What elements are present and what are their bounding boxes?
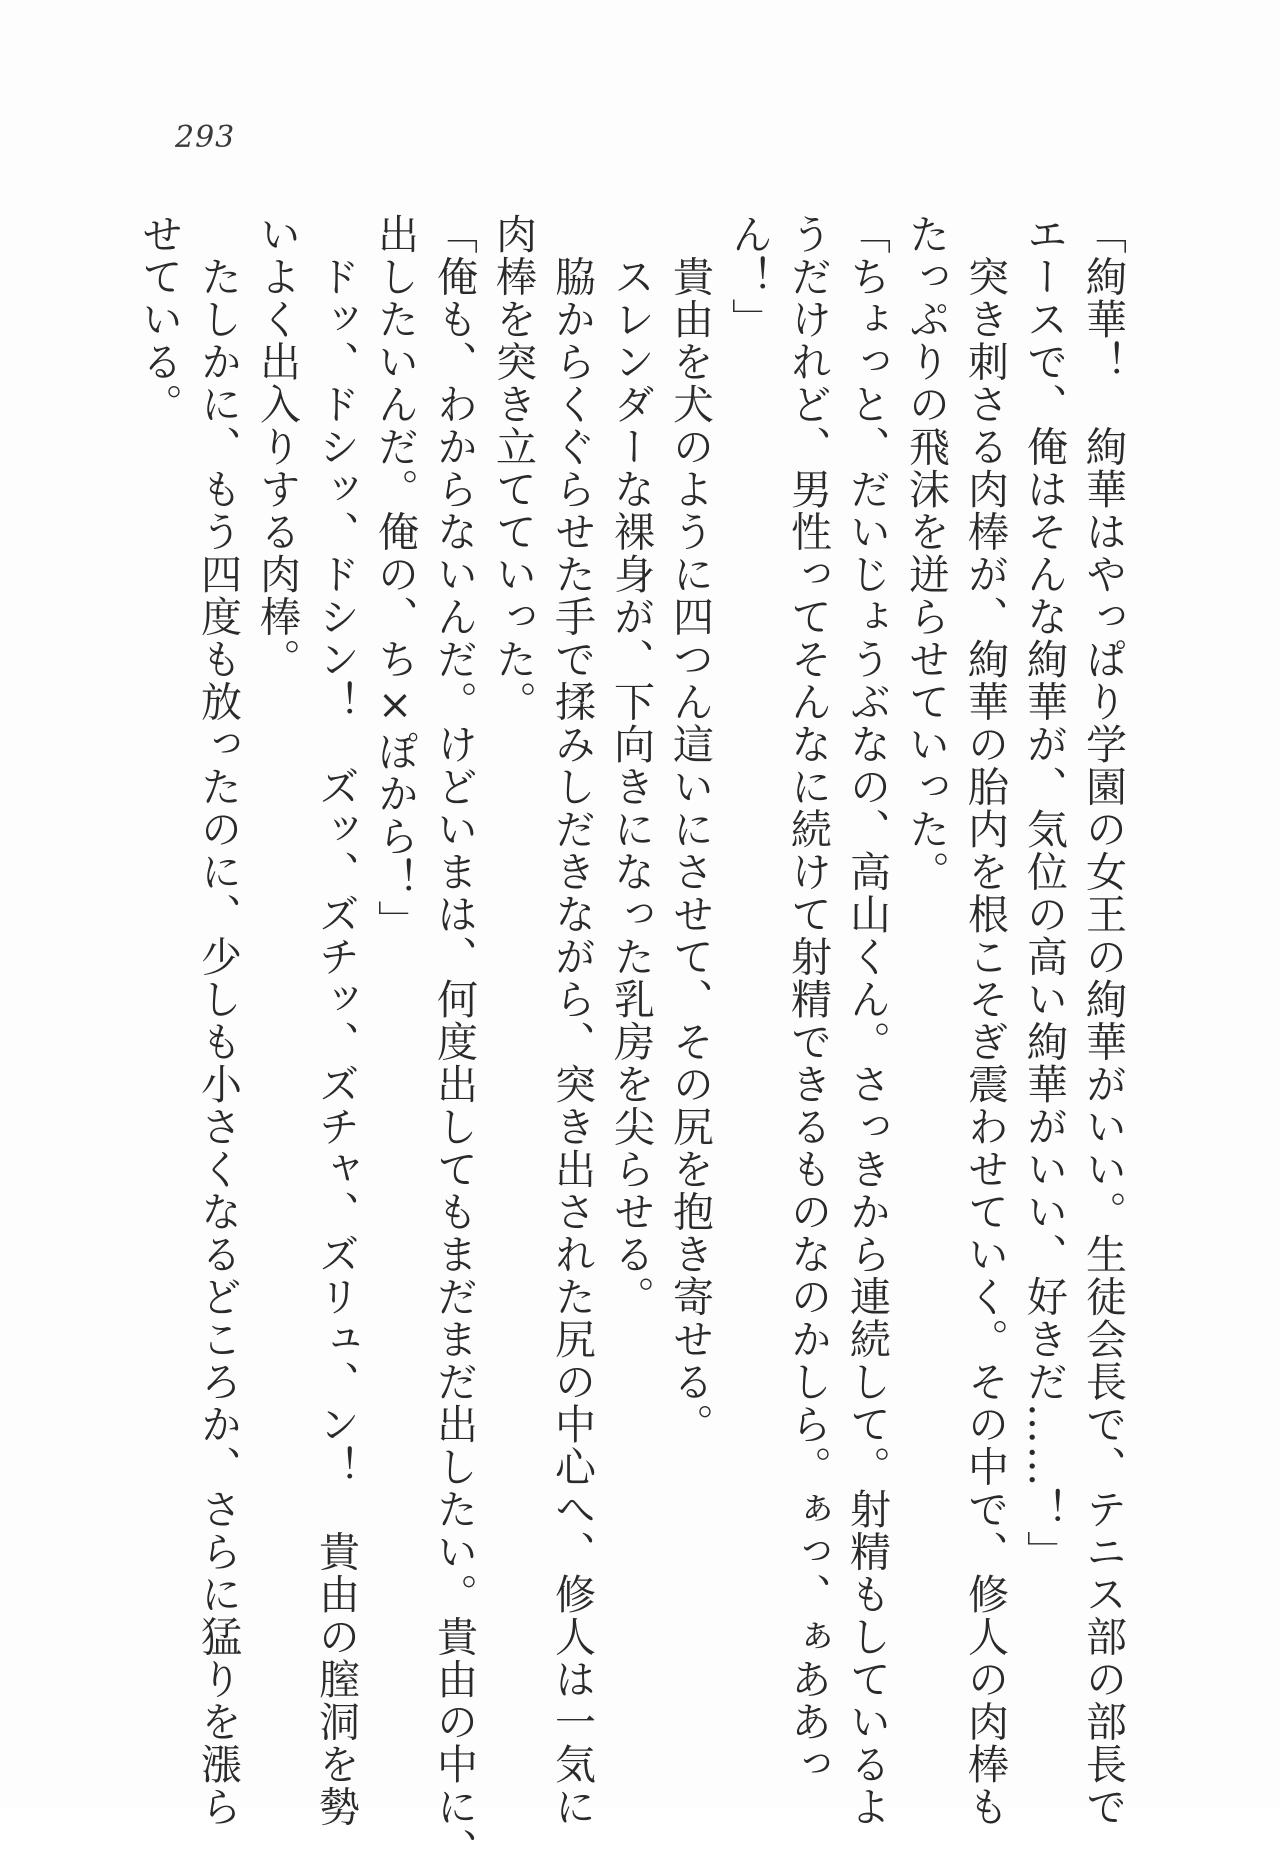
text-line: 貴由を犬のように四つん這いにさせて、その尻を抱き寄せる。 (666, 213, 714, 1446)
text-line: 「俺も、わからないんだ。けどいまは、何度出してもまだまだ出したい。貴由の中に、 (430, 213, 478, 1871)
text-line: うだけれど、男性ってそんなに続けて射精できるものなのかしら。ぁっ、ぁああっ (784, 213, 832, 1786)
page-number: 293 (175, 120, 236, 155)
text-line: 肉棒を突き立てていった。 (489, 213, 537, 723)
body-text (129, 213, 1132, 1871)
text-line: ん！」 (725, 213, 773, 341)
text-line: 出したいんだ。俺の、ち×ぽから！」 (371, 213, 419, 943)
text-line: いよく出入りする肉棒。 (253, 213, 301, 681)
text-line: 突き刺さる肉棒が、絢華の胎内を根こそぎ震わせていく。その中で、修人の肉棒も (961, 213, 1009, 1828)
text-line: ドッ、ドシッ、ドシン！ ズッ、ズチッ、ズチャ、ズリュ、ン！ 貴由の膣洞を勢 (312, 213, 360, 1828)
text-line: エースで、俺はそんな絢華が、気位の高い絢華がいい、好きだ……！」 (1020, 213, 1068, 1573)
text-line: スレンダーな裸身が、下向きになった乳房を尖らせる。 (607, 213, 655, 1318)
text-line: たっぷりの飛沫を迸らせていった。 (902, 213, 950, 893)
text-line: たしかに、もう四度も放ったのに、少しも小さくなるどころか、さらに猛りを漲ら (194, 213, 242, 1828)
text-line: 「ちょっと、だいじょうぶなの、高山くん。さっきから連続して。射精もしているよ (843, 213, 891, 1828)
text-line: 脇からくぐらせた手で揉みしだきながら、突き出された尻の中心へ、修人は一気に (548, 213, 596, 1828)
text-line: 「絢華！ 絢華はやっぱり学園の女王の絢華がいい。生徒会長で、テニス部の部長で (1079, 213, 1127, 1828)
text-line: せている。 (135, 213, 183, 426)
